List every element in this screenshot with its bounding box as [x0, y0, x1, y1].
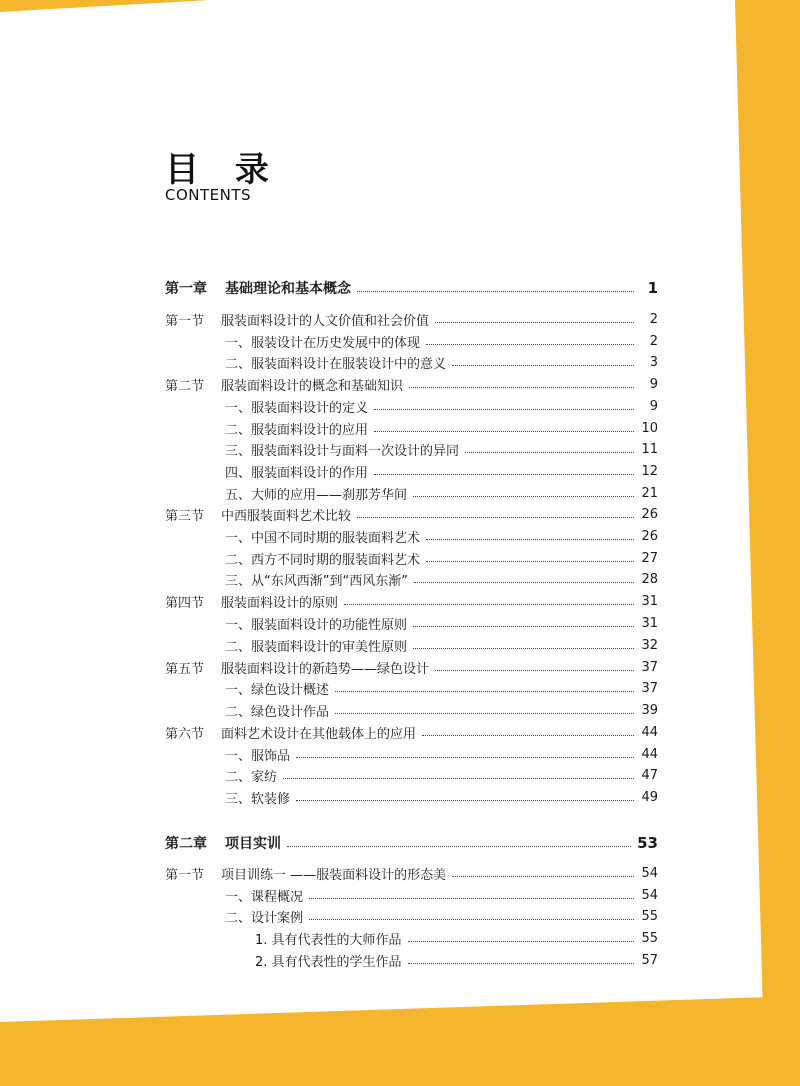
toc-leader-dots: [309, 919, 634, 920]
toc-number: 第二章: [165, 836, 207, 852]
toc-leader-dots: [452, 876, 634, 877]
toc-page-number: 55: [641, 930, 658, 946]
toc-label: 面料艺术设计在其他载体上的应用: [221, 726, 417, 742]
toc-page-number: 37: [641, 659, 658, 675]
toc-page-number: 31: [641, 615, 658, 631]
toc-item-row: [225, 764, 658, 786]
toc-page-number: 54: [641, 887, 658, 903]
toc-leader-dots: [414, 582, 634, 583]
toc-page-number: 49: [641, 789, 658, 805]
toc-label: 一、服装设计在历史发展中的体现: [225, 335, 421, 351]
toc-leader-dots: [309, 898, 634, 899]
toc-chapter-row: [165, 832, 658, 854]
toc-item-row: [225, 351, 658, 373]
toc-item-row: [225, 482, 658, 504]
toc-leader-dots: [283, 778, 634, 779]
toc-section-row: [165, 590, 658, 612]
toc-page-number: 44: [641, 724, 658, 740]
toc-leader-dots: [357, 291, 634, 292]
page-title: 目 录: [165, 150, 281, 190]
toc-label: 1. 具有代表性的大师作品: [255, 932, 402, 948]
toc-leader-dots: [344, 604, 634, 605]
toc-number: 第六节: [165, 726, 205, 742]
toc-label: 二、服装面料设计的审美性原则: [225, 639, 408, 655]
toc-label: 2. 具有代表性的学生作品: [255, 954, 402, 970]
toc-label: 二、绿色设计作品: [225, 704, 330, 720]
toc-number: 第一节: [165, 313, 205, 329]
toc-leader-dots: [413, 648, 634, 649]
toc-leader-dots: [452, 365, 634, 366]
toc-item-row: [225, 884, 658, 906]
toc-number: 第三节: [165, 508, 205, 524]
toc-leader-dots: [374, 431, 634, 432]
toc-page-number: 2: [649, 311, 658, 327]
toc-page-number: 9: [649, 398, 658, 414]
toc-page-number: 9: [649, 376, 658, 392]
toc-label: 服装面料设计的新趋势——绿色设计: [221, 661, 430, 677]
toc-page-number: 39: [641, 702, 658, 718]
toc-leader-dots: [408, 963, 634, 964]
toc-page-number: 32: [641, 637, 658, 653]
toc-page-number: 11: [641, 441, 658, 457]
toc-page-number: 47: [641, 767, 658, 783]
toc-label: 三、从“东风西渐”到“西风东渐”: [225, 573, 408, 589]
toc-label: 二、服装面料设计在服装设计中的意义: [225, 356, 447, 372]
toc-label: 四、服装面料设计的作用: [225, 465, 369, 481]
toc-label: 二、设计案例: [225, 910, 304, 926]
toc-item-row: [225, 786, 658, 808]
toc-section-row: [165, 503, 658, 525]
toc-page-number: 26: [641, 506, 658, 522]
toc-page-number: 44: [641, 746, 658, 762]
toc-label: 一、服装面料设计的定义: [225, 400, 369, 416]
toc-chapter-row: [165, 277, 658, 299]
toc-heading: [165, 150, 281, 204]
toc-page-number: 31: [641, 593, 658, 609]
toc-section-row: [165, 656, 658, 678]
toc-leader-dots: [435, 670, 634, 671]
toc-label: 一、课程概况: [225, 889, 304, 905]
toc-page-number: 28: [641, 571, 658, 587]
toc-section-row: [165, 308, 658, 330]
toc-label: 三、软装修: [225, 791, 291, 807]
toc-leader-dots: [374, 474, 634, 475]
toc-label: 服装面料设计的概念和基础知识: [221, 378, 404, 394]
toc-page-number: 26: [641, 528, 658, 544]
toc-item-row: [225, 417, 658, 439]
toc-leader-dots: [435, 322, 634, 323]
toc-leader-dots: [422, 735, 634, 736]
toc-label: 项目训练一 ——服装面料设计的形态美: [221, 867, 447, 883]
toc-leader-dots: [426, 561, 634, 562]
toc-item-row: [225, 460, 658, 482]
toc-item-row: [225, 677, 658, 699]
toc-leader-dots: [426, 344, 634, 345]
toc-leader-dots: [374, 409, 634, 410]
toc-label: 基础理论和基本概念: [225, 281, 351, 297]
toc-label: 三、服装面料设计与面料一次设计的异同: [225, 443, 460, 459]
toc-item-row: [225, 330, 658, 352]
toc-leader-dots: [409, 387, 634, 388]
toc-item-row: [225, 438, 658, 460]
toc-item-row: [225, 547, 658, 569]
toc-leader-dots: [413, 496, 634, 497]
toc-item-row: [225, 634, 658, 656]
toc-leader-dots: [413, 626, 634, 627]
toc-page-number: 57: [641, 952, 658, 968]
toc-section-row: [165, 862, 658, 884]
toc-item-row: [225, 612, 658, 634]
toc-label: 二、家纺: [225, 769, 278, 785]
toc-number: 第一章: [165, 281, 207, 297]
toc-page-number: 3: [649, 354, 658, 370]
toc-page-number: 10: [641, 420, 658, 436]
toc-item-row: [255, 949, 658, 971]
toc-leader-dots: [357, 517, 634, 518]
toc-section-row: [165, 373, 658, 395]
toc-page-number: 53: [637, 834, 658, 852]
toc-page-number: 21: [641, 485, 658, 501]
toc-label: 五、大师的应用——刹那芳华间: [225, 487, 408, 503]
toc-page-number: 27: [641, 550, 658, 566]
toc-leader-dots: [296, 800, 634, 801]
toc-leader-dots: [408, 941, 634, 942]
toc-item-row: [225, 525, 658, 547]
toc-label: 二、服装面料设计的应用: [225, 422, 369, 438]
toc-leader-dots: [335, 713, 634, 714]
toc-label: 服装面料设计的人文价值和社会价值: [221, 313, 430, 329]
toc-leader-dots: [335, 691, 634, 692]
toc-number: 第二节: [165, 378, 205, 394]
toc-label: 一、中国不同时期的服装面料艺术: [225, 530, 421, 546]
toc-item-row: [225, 395, 658, 417]
toc-label: 二、西方不同时期的服装面料艺术: [225, 552, 421, 568]
toc-page-number: 55: [641, 908, 658, 924]
toc-page-number: 37: [641, 680, 658, 696]
toc-page-number: 1: [647, 279, 658, 297]
toc-leader-dots: [465, 452, 634, 453]
toc-item-row: [225, 568, 658, 590]
toc-item-row: [225, 743, 658, 765]
toc-label: 一、服装面料设计的功能性原则: [225, 617, 408, 633]
toc-leader-dots: [426, 539, 634, 540]
toc-label: 项目实训: [225, 836, 281, 852]
toc-label: 一、绿色设计概述: [225, 682, 330, 698]
toc-number: 第四节: [165, 595, 205, 611]
toc-number: 第五节: [165, 661, 205, 677]
toc-leader-dots: [296, 757, 634, 758]
toc-label: 服装面料设计的原则: [221, 595, 339, 611]
toc-item-row: [225, 905, 658, 927]
toc-label: 中西服装面料艺术比较: [221, 508, 352, 524]
toc-label: 一、服饰品: [225, 748, 291, 764]
toc-page-number: 54: [641, 865, 658, 881]
toc-leader-dots: [287, 846, 631, 847]
toc-item-row: [255, 927, 658, 949]
toc-section-row: [165, 721, 658, 743]
toc-number: 第一节: [165, 867, 205, 883]
toc-item-row: [225, 699, 658, 721]
page-subtitle: CONTENTS: [165, 186, 252, 204]
toc-page-number: 2: [649, 333, 658, 349]
toc-page-number: 12: [641, 463, 658, 479]
